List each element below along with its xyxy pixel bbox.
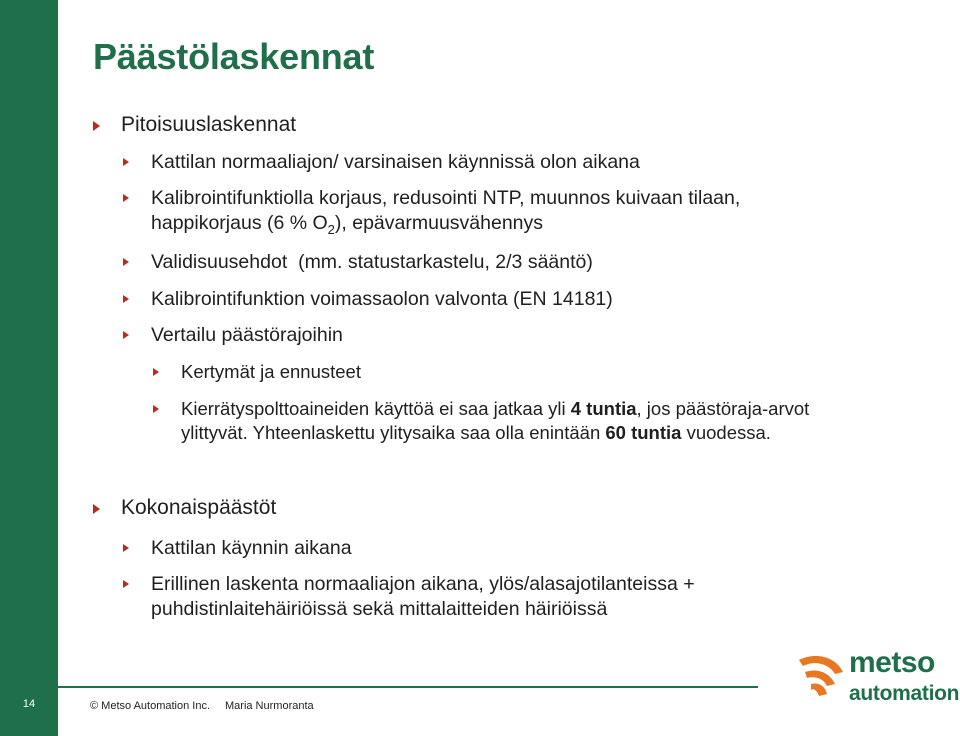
text-part: Kierrätyspolttoaineiden käyttöä ei saa jatkaa yli [181,398,571,419]
bold-text: 4 tuntia [570,398,637,419]
section-heading-pitoisuus: Pitoisuuslaskennat [121,113,297,136]
list-item: Vertailu päästörajoihin [151,324,343,346]
list-item: Validisuusehdot (mm. statustarkastelu, 2/3 sääntö) [151,251,593,273]
sub-list-item [181,397,809,421]
bullet-icon [123,295,129,303]
text-part: , jos päästöraja-arvot [636,398,810,419]
logo-subtitle: automation [849,682,960,705]
text-part: ), epävarmuusvähennys [334,212,544,234]
bullet-icon [123,331,129,339]
list-item: Kalibrointifunktion voimassaolon valvonta (EN 14181) [151,288,613,310]
bullet-icon [93,121,100,131]
footer-divider [58,686,758,688]
bullet-icon [153,405,159,413]
text-part: ylittyvät. Yhteenlaskettu ylitysaika saa olla enintään [181,422,606,443]
bold-text: 60 tuntia [605,422,682,443]
footer-copyright: © Metso Automation Inc. [90,700,210,712]
bullet-icon [153,368,159,376]
list-item: Kattilan normaaliajon/ varsinaisen käynnissä olon aikana [151,151,640,173]
logo-word: metso [849,646,935,679]
list-item: Erillinen laskenta normaaliajon aikana, ylös/alasajotilanteissa + [151,573,695,595]
bullet-icon [123,580,129,588]
section-heading-kokonais: Kokonaispäästöt [121,496,277,519]
left-accent-bar [0,0,58,736]
slide-title: Päästölaskennat [93,36,375,77]
list-item-continuation: puhdistinlaitehäiriöissä sekä mittalaitteiden häiriöissä [151,598,608,620]
list-item: Kalibrointifunktiolla korjaus, redusointi NTP, muunnos kuivaan tilaan, [151,187,741,209]
footer-author: Maria Nurmoranta [225,700,314,712]
page-number: 14 [22,698,36,710]
bullet-icon [123,194,129,202]
subscript: 2 [327,221,335,237]
bullet-icon [123,258,129,266]
list-item: Kattilan käynnin aikana [151,537,352,559]
metso-logo [795,646,960,712]
text-part: vuodessa. [681,422,771,443]
metso-logo-icon [795,650,847,702]
list-item-continuation [151,211,543,235]
sub-list-item-continuation [181,421,771,445]
bullet-icon [123,158,129,166]
sub-list-item: Kertymät ja ennusteet [181,361,361,382]
bullet-icon [93,504,100,514]
bullet-icon [123,544,129,552]
text-part: happikorjaus (6 % O [151,212,328,234]
